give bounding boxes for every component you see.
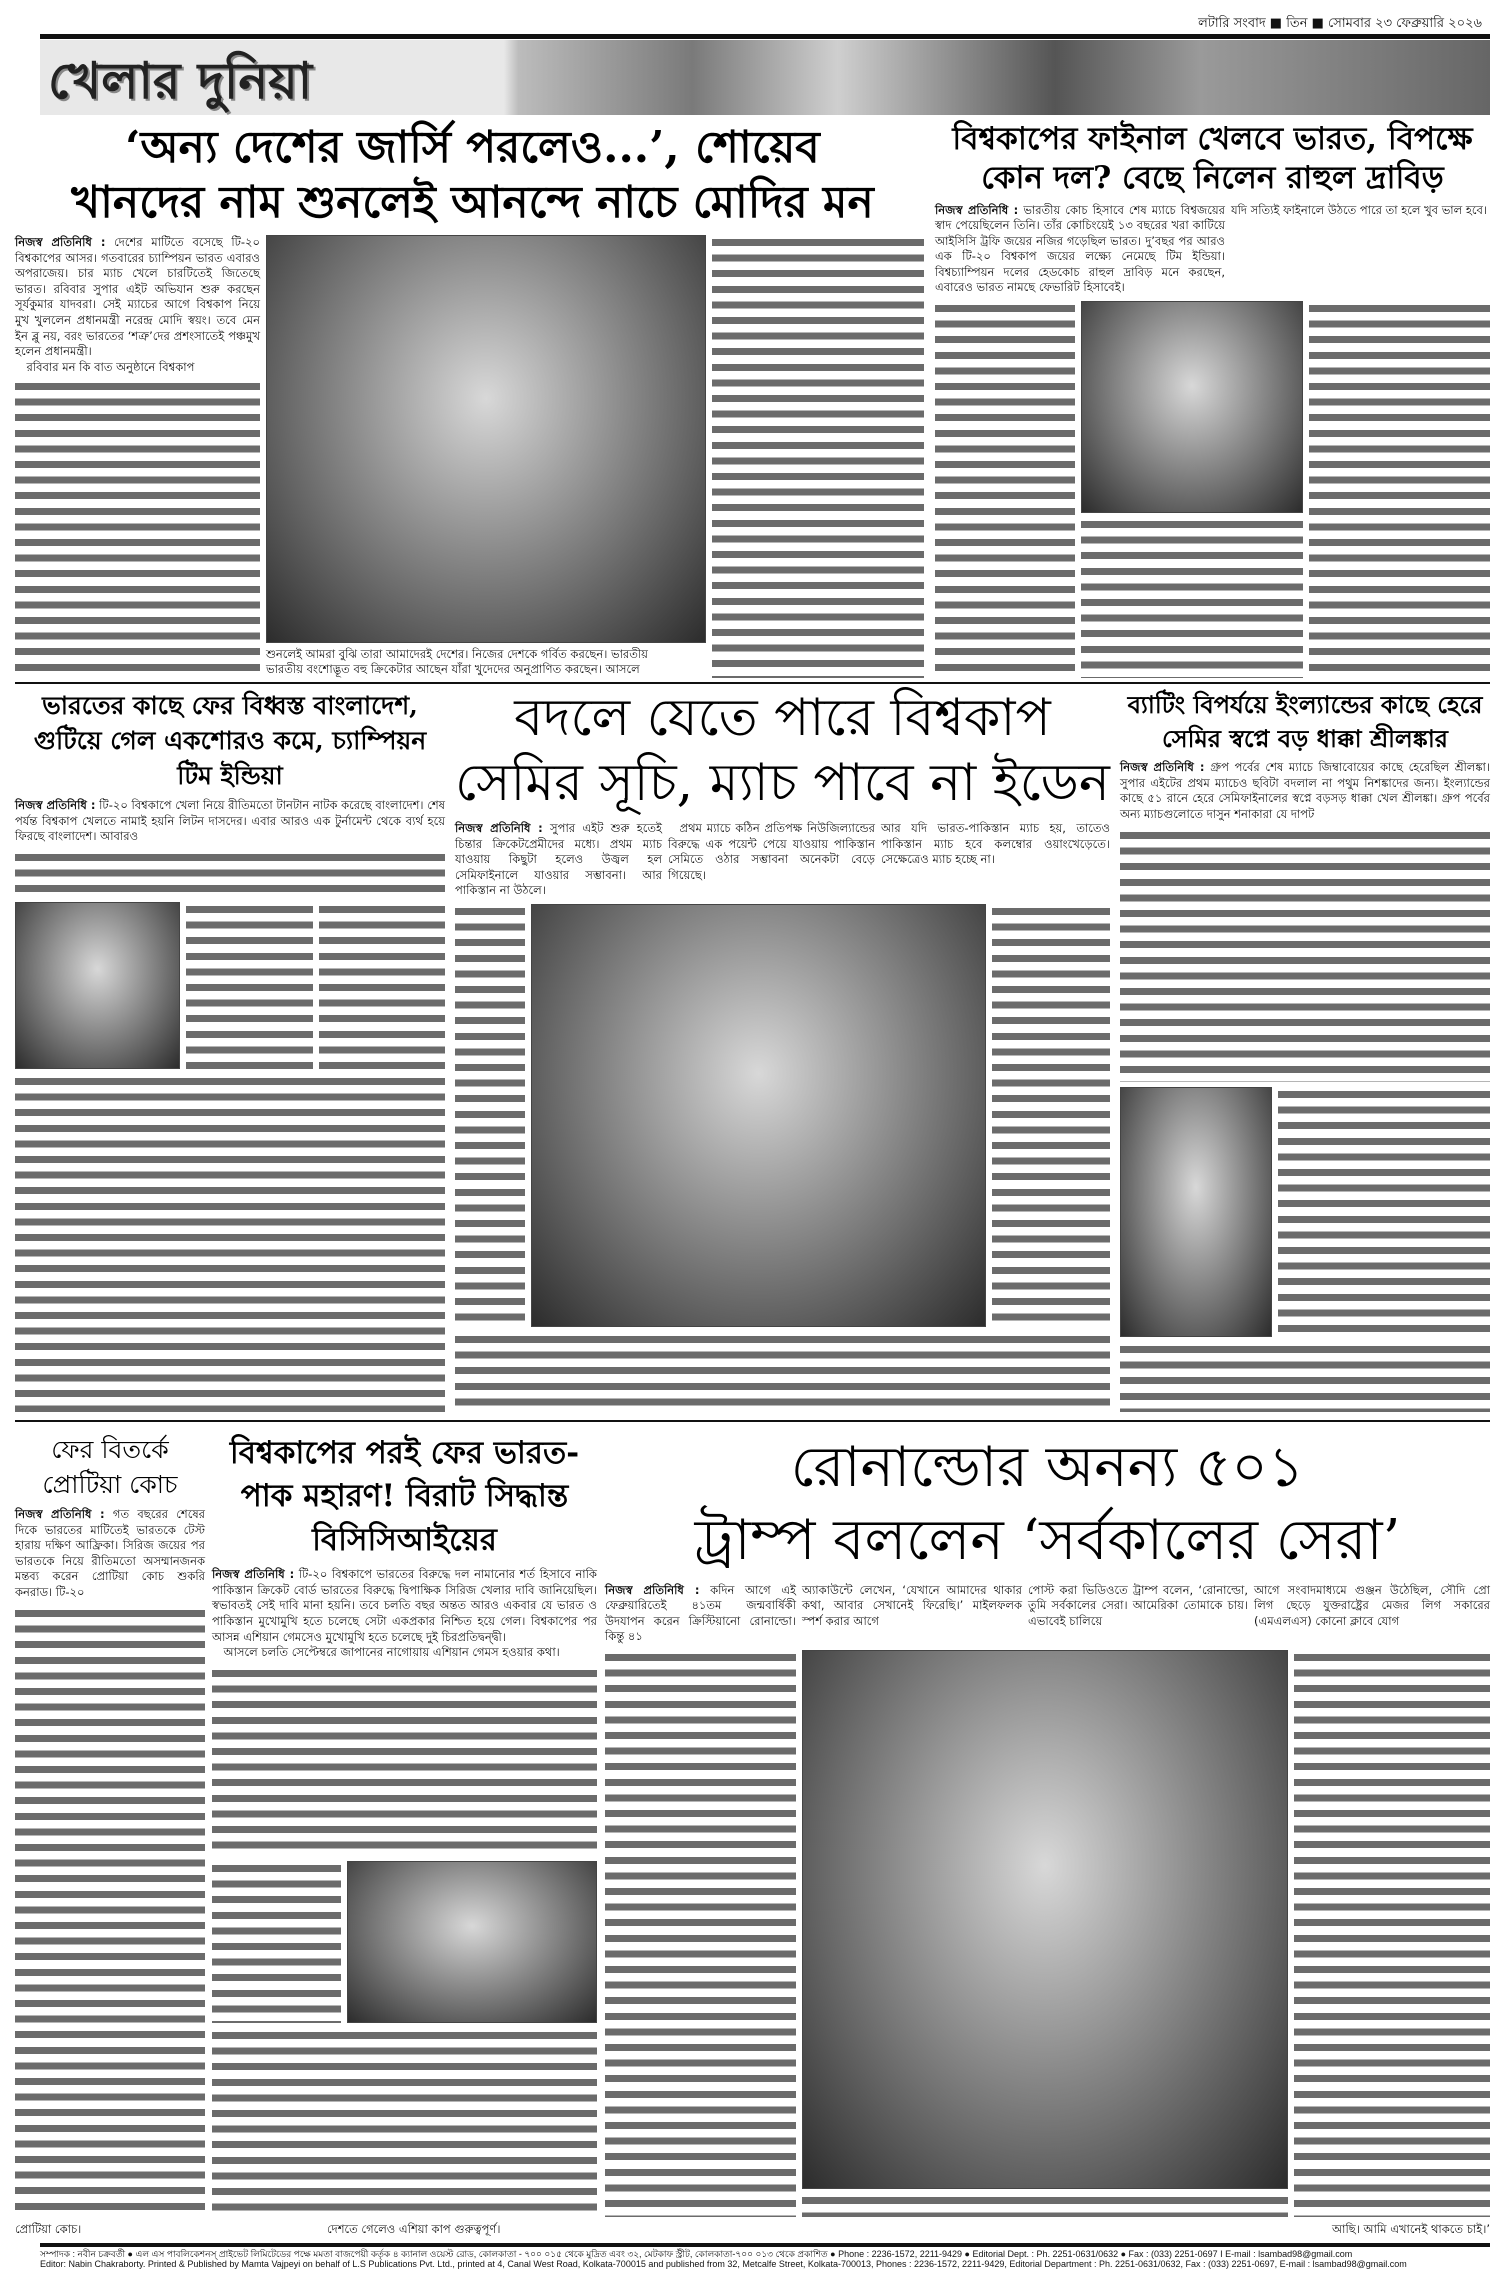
virat-headline: বিশ্বকাপের পরই ফের ভারত-পাক মহারণ! বিরাট সিদ্ধান্ত বিসিসিআইয়ের <box>229 1435 580 1558</box>
text-block <box>15 850 445 897</box>
byline: নিজস্ব প্রতিনিধি : <box>15 798 96 812</box>
text-column <box>605 1650 796 2217</box>
text-column <box>455 904 525 1327</box>
byline: নিজস্ব প্রতিনিধি : <box>1120 760 1205 775</box>
article-lead: সুপার এইট শুরু হতেই চিন্তার ক্রিকেটপ্রেমীদের মধ্যে। প্রথম ম্যাচ যাওয়ায় কিছুটা হলেও উজ্বল হল সেমিফাইনালে যাওয়ার সম্ভাবনা। আর পাকিস্তান না উঠলে। <box>455 821 662 898</box>
byline: নিজস্ব প্রতিনিধি : <box>605 1582 700 1597</box>
article-paragraph: আর যদি ভারত-পাকিস্তান ম্যাচ হয়, তাতেও পাকিস্তান ম্যাচ হবে কলম্বোর ওয়াংখেড়েতে। সেক্ষেত্রেও ম্যাচ হচ্ছে না। <box>881 821 1110 867</box>
dravid-photo-row <box>935 301 1490 678</box>
worldcup-photo-row <box>455 904 1110 1327</box>
imprint-english: Editor: Nabin Chakraborty. Printed & Published by Mamta Vajpeyi on behalf of L.S Publications Pvt. Ltd., printed at 4, Canal West Road, Kolkata-700015 and published from 32, Metcalfe Street, Kolkata-700013, Phones : 2236-1572, 2211-9429, Editorial Department : Ph. 2251-0631/0632, Fax : (033) 2251-0697, E-mail : lsambad98@gmail.com <box>40 2259 1407 2269</box>
bangladesh-fans-photo <box>15 902 180 1069</box>
srilanka-lead <box>1120 760 1490 822</box>
dravid-headline <box>935 120 1490 198</box>
byline: নিজস্ব প্রতিনিধি : <box>935 202 1019 217</box>
dravid-col-2 <box>1231 203 1490 297</box>
text-block <box>1294 1650 1490 2217</box>
ronaldo-article <box>605 1432 1490 2238</box>
ronaldo-col-3 <box>1028 1583 1248 1645</box>
text-block <box>712 235 924 678</box>
text-block <box>319 902 446 1069</box>
article-lead: টি-২০ বিশ্বকাপে খেলা নিয়ে রীতিমতো টানটান নাটক করেছে বাংলাদেশ। শেষ পর্যন্ত বিশ্বকাপ খেলতে নামাই হয়নি লিটন দাসদের। এবার আরও এক টুর্নামেন্ট থেকে ব্যর্থ হয়ে ফিরছে বাংলাদেশ। আবারও <box>15 798 446 844</box>
dravid-article <box>935 120 1490 678</box>
modi-col-1 <box>15 235 260 678</box>
bangladesh-headline: ভারতের কাছে ফের বিধ্বস্ত বাংলাদেশ, গুটিয়ে গেল একশোরও কমে, চ্যাম্পিয়ন টিম ইন্ডিয়া <box>33 691 427 790</box>
modi-photo-column <box>266 235 706 678</box>
worldcup-text-row <box>455 821 1110 899</box>
header-rule <box>40 34 1490 39</box>
dateline: লটারি সংবাদ ■ তিন ■ সোমবার ২৩ ফেব্রুয়ারি ২০২৬ <box>1198 16 1482 31</box>
text-block <box>992 904 1110 1327</box>
ronaldo-headline <box>605 1432 1490 1578</box>
text-block <box>186 902 313 1069</box>
ronaldo-photo-row <box>605 1650 1490 2217</box>
headline-line: কোন দল? বেছে নিলেন রাহুল দ্রাবিড় <box>981 159 1444 196</box>
caption-line: শুনলেই আমরা বুঝি তারা আমাদেরই দেশের। নিজের দেশকে গর্বিত করছেন। ভারতীয় <box>266 646 648 661</box>
headline-line: ট্রাম্প বললেন ‘সর্বকালের সেরা’ <box>694 1507 1401 1573</box>
dravid-photo <box>1081 301 1303 513</box>
protea-article <box>15 1432 205 2238</box>
text-block <box>1081 517 1303 678</box>
headline-line: বিশ্বকাপের ফাইনাল খেলবে ভারত, বিপক্ষে <box>952 121 1473 157</box>
text-column <box>212 1861 341 2023</box>
headline-line: ‘অন্য দেশের জার্সি পরলেও...’, শোয়েব <box>125 122 820 173</box>
srilanka-article <box>1120 688 1490 1412</box>
worldcup-col-3 <box>881 821 1110 899</box>
ronaldo-col-2 <box>802 1583 1022 1645</box>
ronaldo-col-1 <box>605 1583 796 1645</box>
headline-line: খানদের নাম শুনলেই আনন্দে নাচে মোদির মন <box>71 177 874 228</box>
text-block <box>212 2028 597 2218</box>
text-block <box>455 904 525 1327</box>
modi-article <box>15 120 930 678</box>
article-paragraph: প্রথম ম্যাচে কঠিন প্রতিপক্ষ নিউজিল্যান্ডের বিরুদ্ধে এক পয়েন্ট পেয়ে যাওয়ায় পাকিস্তান সেমিতে ওঠার সম্ভাবনা অনেকটা বেড়ে গিয়েছে। <box>668 821 875 882</box>
text-block <box>212 1861 341 2023</box>
text-block <box>935 301 1075 678</box>
footer-rule <box>40 2243 1490 2247</box>
worldcup-col-1 <box>455 821 662 899</box>
modi-col-3 <box>712 235 924 678</box>
caption-line: ভারতীয় বংশোদ্ভূত বহু ক্রিকেটার আছেন যাঁরা খুদেদের অনুপ্রাণিত করছেন। আসলে <box>266 662 640 677</box>
text-block <box>15 379 260 678</box>
worldcup-headline <box>455 686 1110 816</box>
headline-line: সেমির সূচি, ম্যাচ পাবে না ইডেন <box>455 753 1110 813</box>
article-paragraph: পোস্ট করা ভিডিওতে ট্রাম্প বলেন, ‘রোনাল্ডো, তুমি সর্বকালের সেরা। আমেরিকা তোমাকে চায়। এভাবেই চালিয়ে <box>1028 1582 1248 1628</box>
section-logo: খেলার দুনিয়া <box>48 51 313 110</box>
divider <box>15 1420 1490 1422</box>
text-block <box>1278 1087 1490 1337</box>
text-block <box>212 1666 597 1856</box>
dravid-photo-column <box>1081 301 1303 678</box>
article-lead: টি-২০ বিশ্বকাপে ভারতের বিরুদ্ধে দল নামানোর শর্ত হিসাবে নাকি পাকিস্তান ক্রিকেট বোর্ড ভারতের বিরুদ্ধে দ্বিপাক্ষিক সিরিজ খেলার দাবি জানিয়েছিল। স্বভাবতই সেই দাবি মানা হয়নি। তবে চলতি বছর অন্তত আরও একবার যে ভারত ও পাকিস্তান মুখোমুখি হতে চলেছে সেটা একপ্রকার নিশ্চিত হয়ে গেল। বিশ্বকাপের পর আসন্ন এশিয়ান গেমসেও মুখোমুখি হতে চলেছে দুই চিরপ্রতিদ্বন্দ্বী। <box>212 1567 597 1644</box>
article-paragraph: আগে সংবাদমাধ্যমে গুঞ্জন উঠেছিল, সৌদি প্রো লিগ ছেড়ে যুক্তরাষ্ট্রের মেজর লিগ সকারের (এমএলএস) কোনো ক্লাবে যোগ <box>1254 1582 1490 1628</box>
ronaldo-text-row <box>605 1583 1490 1645</box>
worldcup-article <box>455 686 1110 1412</box>
ronaldo-photo-column <box>802 1650 1288 2217</box>
article-lead: গ্রুপ পর্বের শেষ ম্যাচে জিম্বাবোয়ের কাছে হেরেছিল শ্রীলঙ্কা। সুপার এইটের প্রথম ম্যাচেও ছবিটা বদলাল না পথুম নিশঙ্কাদের জন্য। ইংল্যান্ডের কাছে ৫১ রানে হেরে সেমিফাইনালের স্বপ্নে বড়সড় ধাক্কা খেল শ্রীলঙ্কা। গ্রুপ পর্বের অন্য ম্যাচগুলোতে দাসুন শনাকারা যে দাপট <box>1120 760 1490 821</box>
article-paragraph: যদি সত্যিই ফাইনালে উঠতে পারে তা হলে খুব ভাল হবে। <box>1231 202 1488 217</box>
virat-article <box>212 1432 597 2238</box>
text-block <box>1120 828 1490 1082</box>
modi-caption <box>266 647 706 678</box>
modi-photo <box>266 235 706 643</box>
text-column <box>992 904 1110 1327</box>
article-lead: কদিন আগে এই ফেব্রুয়ারিতেই ৪১তম জন্মবার্ষিকী উদযাপন করেন ক্রিস্টিয়ানো রোনাল্ডো। কিন্তু ৪১ <box>605 1582 796 1644</box>
protea-headline: ফের বিতর্কে প্রোটিয়া কোচ <box>42 1435 178 1499</box>
ronaldo-end: আছি। আমি এখানেই থাকতে চাই।’ <box>1332 2222 1490 2237</box>
footer-imprint <box>40 2249 1490 2269</box>
text-block <box>1120 1342 1490 1412</box>
text-column <box>186 902 313 1069</box>
modi-body <box>15 235 930 678</box>
article-paragraph: অ্যাকাউন্টে লেখেন, ‘যেখানে আমাদের থাকার কথা, আবার সেখানেই ফিরেছি।’ মাইলফলক স্পর্শ করার আগে <box>802 1582 1022 1628</box>
text-column <box>1278 1087 1490 1337</box>
byline: নিজস্ব প্রতিনিধি : <box>15 1507 105 1521</box>
virat-end: দেশতে গেলেও এশিয়া কাপ গুরুত্বপূর্ণ। <box>327 2222 501 2237</box>
text-column <box>935 301 1075 678</box>
asian-games-photo <box>347 1861 597 2023</box>
text-block <box>605 1650 796 2217</box>
bangladesh-photo-row <box>15 902 445 1069</box>
text-column <box>319 902 446 1069</box>
worldcup-col-2 <box>668 821 875 899</box>
text-column <box>1309 301 1490 678</box>
byline: নিজস্ব প্রতিনিধি : <box>212 1567 295 1582</box>
headline-line: রোনাল্ডোর অনন্য ৫০১ <box>790 1435 1305 1500</box>
text-block <box>15 1606 205 2218</box>
modi-headline <box>15 120 930 230</box>
article-lead: গত বছরের শেষের দিকে ভারতের মাটিতেই ভারতকে টেস্ট হারায় দক্ষিণ আফ্রিকা। সিরিজ জয়ের পর ভারতকে নিয়ে রীতিমতো অসম্মানজনক মন্তব্য করেন প্রোটিয়া কোচ শুকরি কনরাড। টি-২০ <box>15 1507 205 1599</box>
text-block <box>455 1332 1110 1412</box>
article-lead: দেশের মাটিতে বসেছে টি-২০ বিশ্বকাপের আসর। গতবারের চ্যাম্পিয়ন ভারত এবারও অপরাজেয়। চার ম্যাচ খেলে চারটিতেই জিতেছে ভারত। রবিবার সুপার এইট অভিযান শুরু করছেন সূর্যকুমার যাদবরা। সেই ম্যাচের আগে বিশ্বকাপ নিয়ে মুখ খুললেন প্রধানমন্ত্রী নরেন্দ্র মোদি স্বয়ং। তবে মেন ইন ব্লু নয়, বরং ভারতের ‘শত্রু’দের প্রশংসাতেই পঞ্চমুখ হলেন প্রধানমন্ত্রী। <box>15 235 260 359</box>
suryakumar-photo <box>531 904 986 1327</box>
virat-lead <box>212 1567 597 1661</box>
article-lead: ভারতীয় কোচ হিসাবে শেষ ম্যাচে বিশ্বজয়ের স্বাদ পেয়েছিলেন তিনি। তাঁর কোচিংয়েই ১৩ বছরের খরা কাটিয়ে আইসিসি ট্রফি জয়ের নজির গড়েছিল ভারত। দু’বছর পর আরও এক টি-২০ বিশ্বকাপ জয়ের লক্ষ্যে নেমেছে টিম ইন্ডিয়া। বিশ্বচ্যাম্পিয়ন দলের হেডকোচ রাহুল দ্রাবিড় মনে করছেন, এবারেও ভারত নামছে ফেভারিট হিসাবেই। <box>935 202 1226 295</box>
protea-lead <box>15 1507 205 1601</box>
text-block <box>15 1074 445 1412</box>
byline: নিজস্ব প্রতিনিধি : <box>15 235 106 249</box>
bangladesh-lead <box>15 798 445 845</box>
virat-photo-row <box>212 1861 597 2023</box>
ronaldo-col-4 <box>1254 1583 1490 1645</box>
srilanka-photo-row <box>1120 1087 1490 1337</box>
text-block <box>802 2193 1288 2217</box>
srilanka-headline: ব্যাটিং বিপর্যয়ে ইংল্যান্ডের কাছে হেরে সেমির স্বপ্নে বড় ধাক্কা শ্রীলঙ্কার <box>1127 690 1483 753</box>
imprint-bengali: সম্পাদক : নবীন চক্রবর্তী ● এল এস পাবলিকেশনস্ প্রাইভেট লিমিটেডের পক্ষে মমতা বাজপেয়ী কর্তৃক ৪ ক্যানাল ওয়েস্ট রোড, কোলকাতা - ৭০০ ০১৫ থেকে মুদ্রিত এবং ৩২, মেটকাফ স্ট্রীট, কোলকাতা-৭০০ ০১৩ থেকে প্রকাশিত ● Phone : 2236-1572, 2211-9429 ● Editorial Dept. : Ph. 2251-0631/0632 ● Fax : (033) 2251-0697 I E-mail : lsambad98@gmail.com <box>40 2249 1353 2259</box>
article-paragraph: রবিবার মন কি বাত অনুষ্ঠানে বিশ্বকাপ <box>26 359 195 374</box>
dravid-col-1 <box>935 203 1225 297</box>
article-paragraph: আসলে চলতি সেপ্টেম্বরে জাপানের নাগোয়ায় এশিয়ান গেমস হওয়ার কথা। <box>223 1645 560 1660</box>
byline: নিজস্ব প্রতিনিধি : <box>455 821 543 835</box>
divider <box>15 682 1490 684</box>
section-banner <box>40 40 1490 115</box>
text-column <box>1294 1650 1490 2217</box>
bangladesh-article <box>15 688 445 1412</box>
headline-line: বদলে যেতে পারে বিশ্বকাপ <box>514 688 1051 748</box>
protea-end: প্রোটিয়া কোচ। <box>15 2222 82 2237</box>
modi-lead <box>15 235 260 375</box>
dravid-text-row <box>935 203 1490 297</box>
england-player-photo <box>1120 1087 1272 1337</box>
ronaldo-photo <box>802 1650 1288 2189</box>
text-block <box>1309 301 1490 678</box>
